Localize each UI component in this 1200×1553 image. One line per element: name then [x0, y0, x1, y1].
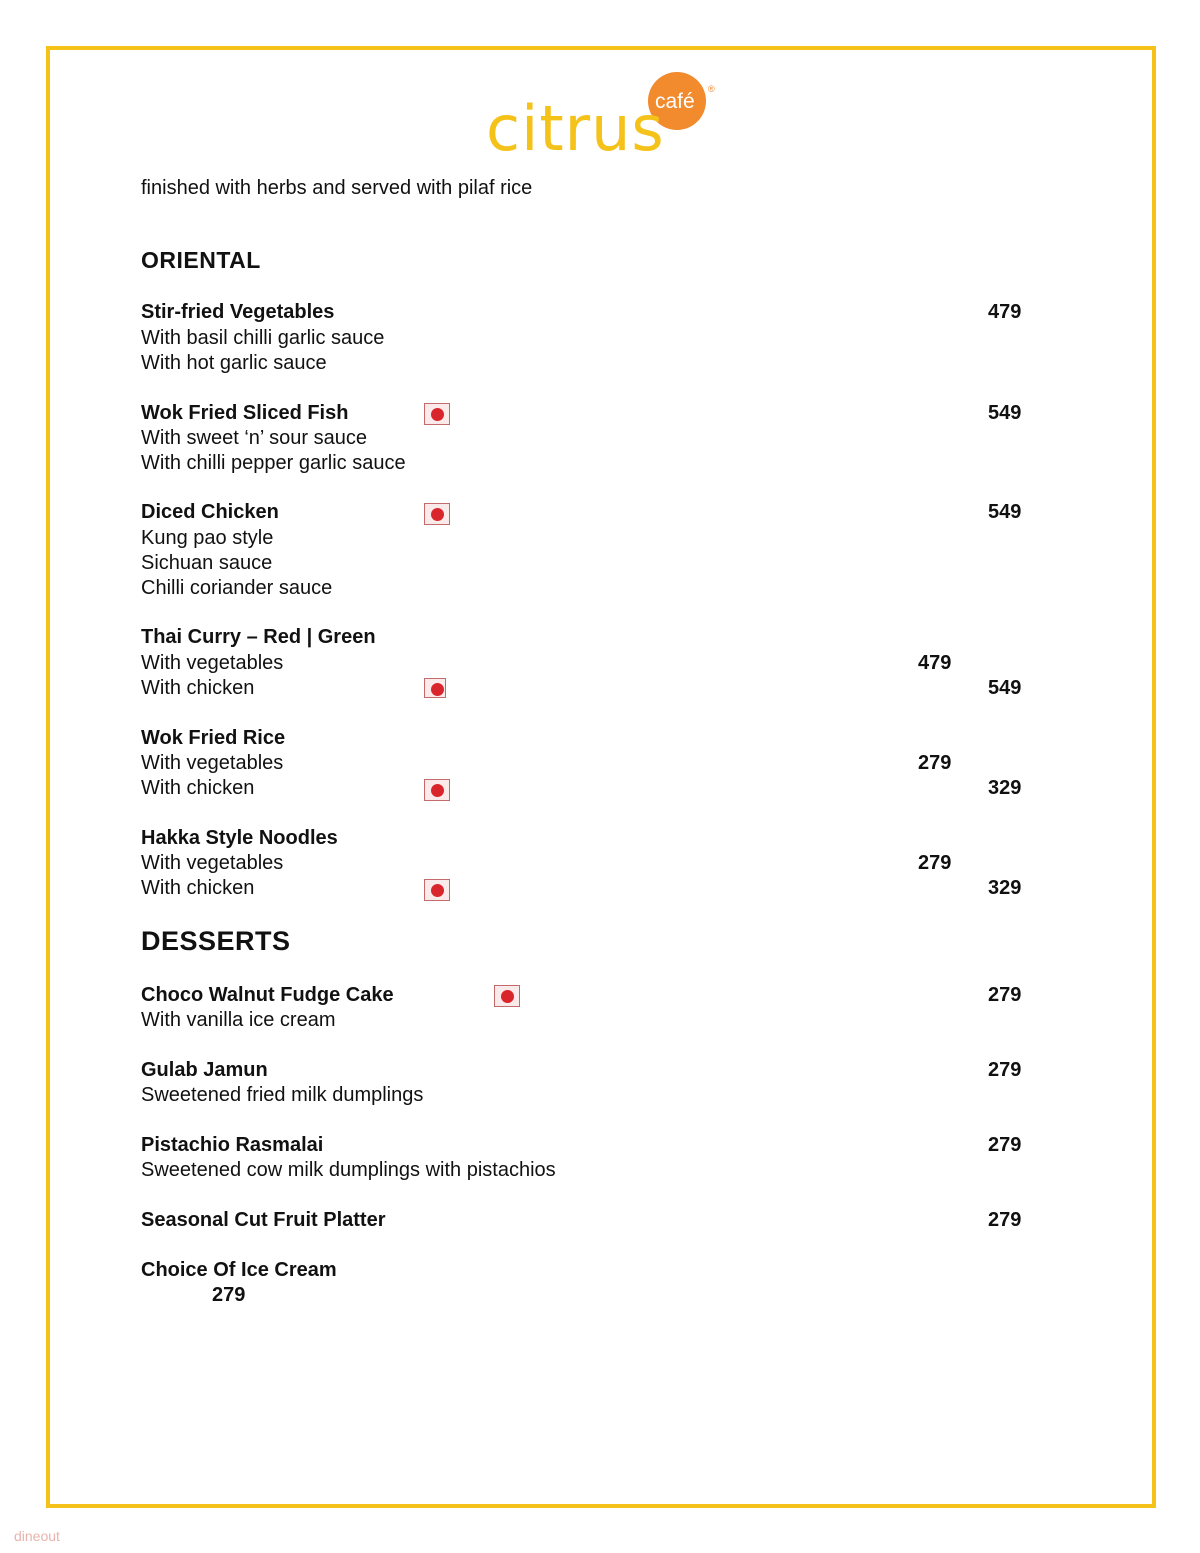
item-name: Thai Curry – Red | Green [141, 626, 376, 648]
non-veg-icon [424, 779, 450, 801]
item-price: 279 [988, 1209, 1022, 1231]
item-price: 549 [988, 501, 1022, 523]
item-option: Chilli coriander sauce [141, 577, 333, 599]
svg-text:citrus: citrus [486, 92, 665, 160]
item-price-nonveg: 329 [988, 777, 1022, 799]
item-option: With chicken [141, 877, 255, 899]
item-name: Pistachio Rasmalai [141, 1134, 324, 1156]
item-option: With vegetables [141, 652, 284, 674]
item-description: Sweetened fried milk dumplings [141, 1084, 424, 1106]
item-name: Diced Chicken [141, 501, 279, 523]
item-price: 549 [988, 402, 1022, 424]
item-option: With chicken [141, 777, 255, 799]
item-option: With vegetables [141, 752, 284, 774]
non-veg-icon [424, 678, 446, 698]
item-name: Hakka Style Noodles [141, 827, 338, 849]
item-option: With hot garlic sauce [141, 352, 327, 374]
item-option: With sweet ‘n’ sour sauce [141, 427, 368, 449]
item-option: With basil chilli garlic sauce [141, 327, 385, 349]
item-price: 279 [212, 1284, 246, 1306]
intro-line: finished with herbs and served with pilaf rice [141, 177, 533, 199]
svg-text:café: café [655, 90, 695, 113]
non-veg-icon [424, 503, 450, 525]
non-veg-icon [494, 985, 520, 1007]
item-description: Sweetened cow milk dumplings with pistachios [141, 1159, 556, 1181]
item-price-nonveg: 549 [988, 677, 1022, 699]
item-name: Choco Walnut Fudge Cake [141, 984, 394, 1006]
item-price-nonveg: 329 [988, 877, 1022, 899]
item-option: Sichuan sauce [141, 552, 273, 574]
citrus-cafe-logo [486, 68, 726, 160]
item-description: With vanilla ice cream [141, 1009, 336, 1031]
item-price-veg: 279 [918, 752, 952, 774]
item-price: 279 [988, 1134, 1022, 1156]
section-title-desserts: DESSERTS [141, 926, 291, 956]
non-veg-icon [424, 403, 450, 425]
item-price: 279 [988, 1059, 1022, 1081]
non-veg-icon [424, 879, 450, 901]
item-name: Wok Fried Sliced Fish [141, 402, 349, 424]
item-name: Stir-fried Vegetables [141, 301, 335, 323]
item-price: 279 [988, 984, 1022, 1006]
item-name: Gulab Jamun [141, 1059, 268, 1081]
item-price-veg: 279 [918, 852, 952, 874]
item-price-veg: 479 [918, 652, 952, 674]
section-title-oriental: ORIENTAL [141, 247, 261, 273]
watermark: dineout [14, 1528, 60, 1544]
item-price: 479 [988, 301, 1022, 323]
item-name: Choice Of Ice Cream [141, 1259, 337, 1281]
item-option: Kung pao style [141, 527, 274, 549]
item-option: With chilli pepper garlic sauce [141, 452, 406, 474]
item-option: With vegetables [141, 852, 284, 874]
item-name: Wok Fried Rice [141, 727, 286, 749]
item-name: Seasonal Cut Fruit Platter [141, 1209, 386, 1231]
svg-text:®: ® [708, 84, 715, 94]
item-option: With chicken [141, 677, 255, 699]
